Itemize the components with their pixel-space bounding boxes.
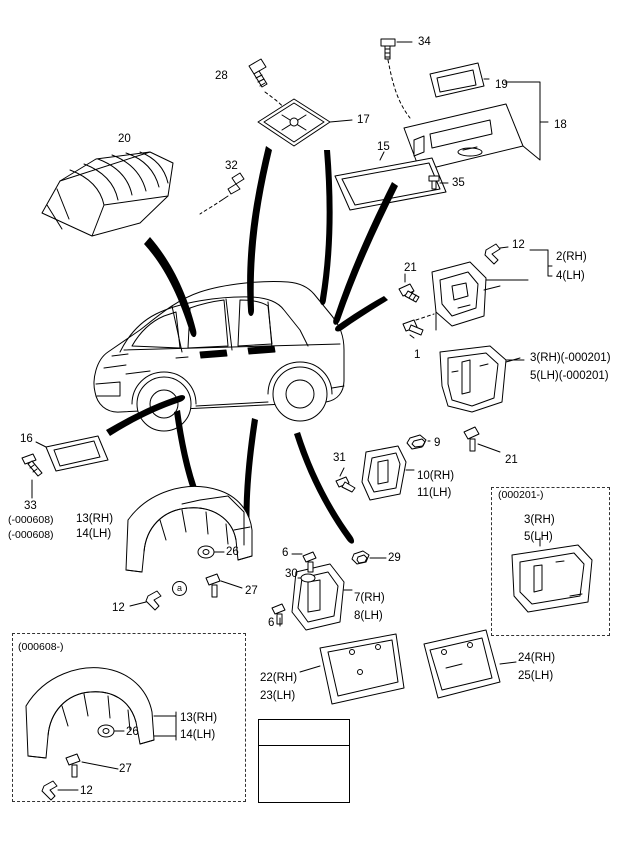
part-12-clip-b — [130, 591, 161, 610]
part-label-26-a: 26 — [226, 546, 239, 558]
part-label-16: 16 — [20, 433, 33, 445]
part-label-14-lh: 14(LH) — [76, 528, 112, 540]
part-label-date-000201: (000201-) — [498, 489, 544, 501]
part-label-23-lh: 23(LH) — [260, 690, 296, 702]
part-label-13-rh-late: 13(RH) — [180, 712, 218, 724]
part-label-5-lh: 5(LH)(-000201) — [530, 370, 609, 382]
part-26-grommet — [198, 546, 224, 558]
part-9-nut — [407, 435, 430, 449]
part-16-gasket — [46, 436, 108, 471]
part-label-33: 33 — [24, 500, 37, 512]
part-17-plate — [258, 99, 330, 146]
part-27-bolt — [206, 574, 242, 597]
part-31-bolt — [336, 468, 355, 492]
part-label-11-lh: 11(LH) — [417, 487, 452, 499]
vehicle-illustration — [94, 281, 344, 431]
part-label-2-rh: 2(RH) — [556, 251, 587, 263]
part-label-9: 9 — [434, 437, 441, 449]
part-label-date-000608-a: (-000608) — [8, 514, 54, 526]
part-label-28: 28 — [215, 70, 228, 82]
part-label-19: 19 — [495, 79, 508, 91]
part-13-14-liner — [126, 487, 252, 572]
part-3-5-shield — [440, 346, 520, 412]
part-label-32: 32 — [225, 160, 238, 172]
part-label-7-rh: 7(RH) — [354, 592, 385, 604]
part-label-20: 20 — [118, 133, 131, 145]
part-label-15: 15 — [377, 141, 390, 153]
part-label-5-lh-late: 5(LH) — [524, 531, 553, 543]
part-20-cover — [42, 152, 173, 236]
part-label-21-a: 21 — [404, 262, 417, 274]
part-24-25-flap — [424, 630, 516, 698]
part-22-23-flap — [320, 634, 404, 704]
part-15-strip — [335, 158, 446, 210]
part-label-6-a: 6 — [282, 547, 289, 559]
part-label-24-rh: 24(RH) — [518, 652, 556, 664]
part-label-35: 35 — [452, 177, 465, 189]
part-label-22-rh: 22(RH) — [260, 672, 298, 684]
part-34-screw — [381, 39, 412, 59]
box-000608-group — [12, 633, 246, 802]
part-label-12-c: 12 — [80, 785, 93, 797]
part-label-31: 31 — [333, 452, 346, 464]
part-label-8-lh: 8(LH) — [354, 610, 383, 622]
part-label-21-b: 21 — [505, 454, 518, 466]
part-7-8-mudflap — [292, 564, 352, 630]
part-label-12-b: 12 — [112, 602, 125, 614]
part-1-bolt — [403, 314, 434, 338]
box-000201-group — [491, 487, 610, 636]
part-label-14-lh-late: 14(LH) — [180, 729, 216, 741]
part-label-13-rh: 13(RH) — [76, 513, 114, 525]
part-21-bolt-a — [399, 274, 419, 302]
part-19-mirror — [430, 63, 484, 97]
callout-circle-a-1: a — [172, 581, 187, 596]
part-label-10-rh: 10(RH) — [417, 470, 455, 482]
box-detail-a-header — [258, 719, 350, 746]
part-label-1: 1 — [414, 349, 421, 361]
part-label-17: 17 — [357, 114, 370, 126]
part-label-26-b: 26 — [126, 726, 139, 738]
part-label-12-a: 12 — [512, 239, 525, 251]
part-33-screw — [22, 454, 42, 498]
part-29-nut — [352, 551, 386, 564]
part-label-3-rh: 3(RH)(-000201) — [530, 352, 611, 364]
part-2-4-bracket — [432, 262, 500, 330]
part-label-34: 34 — [418, 36, 431, 48]
part-label-18: 18 — [554, 119, 567, 131]
part-28-screw — [249, 59, 267, 87]
part-label-30: 30 — [285, 568, 298, 580]
part-label-3-rh-late: 3(RH) — [524, 514, 555, 526]
part-label-25-lh: 25(LH) — [518, 670, 554, 682]
part-label-date-000608-b: (-000608) — [8, 529, 54, 541]
part-label-date-000608-c: (000608-) — [18, 641, 64, 653]
part-label-27-a: 27 — [245, 585, 258, 597]
part-32-bolt — [222, 173, 244, 200]
part-label-29: 29 — [388, 552, 401, 564]
part-label-4-lh: 4(LH) — [556, 270, 585, 282]
part-label-27-b: 27 — [119, 763, 132, 775]
part-label-6-b: 6 — [268, 617, 275, 629]
part-21-bolt-b — [464, 427, 500, 452]
part-10-11-mudflap — [362, 446, 414, 500]
part-12-clip-a — [485, 244, 500, 264]
